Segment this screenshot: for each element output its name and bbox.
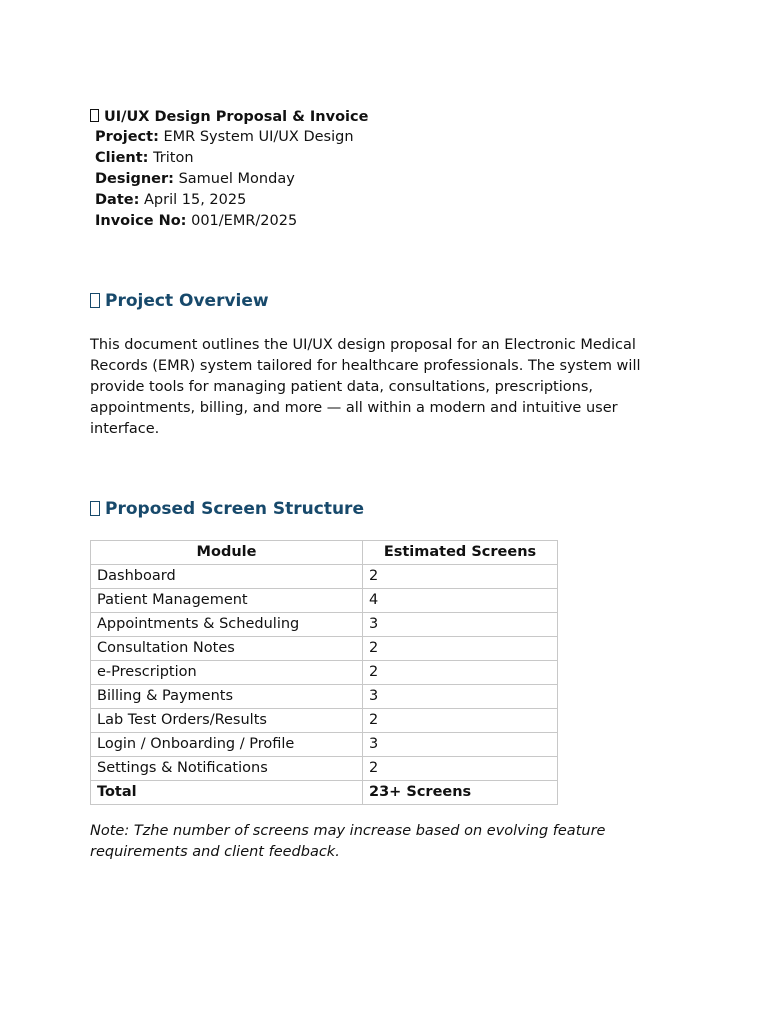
- meta-invoice-value: 001/EMR/2025: [191, 213, 298, 229]
- overview-heading: Project Overview: [105, 291, 269, 311]
- table-row: [91, 589, 558, 613]
- screen-structure-table: [90, 540, 558, 805]
- table-total-row: [91, 781, 558, 805]
- module-cell: Appointments & Scheduling: [91, 613, 363, 637]
- table-row: [91, 709, 558, 733]
- table-row: [91, 661, 558, 685]
- screens-cell: 3: [363, 613, 558, 637]
- meta-invoice: [90, 211, 680, 232]
- meta-project: [90, 127, 680, 148]
- module-cell: Dashboard: [91, 565, 363, 589]
- table-row: [91, 685, 558, 709]
- screens-cell: 2: [363, 661, 558, 685]
- screens-cell: 2: [363, 709, 558, 733]
- meta-date-value: April 15, 2025: [144, 192, 247, 208]
- module-cell: Lab Test Orders/Results: [91, 709, 363, 733]
- meta-client: [90, 148, 680, 169]
- table-row: [91, 637, 558, 661]
- table-row: [91, 733, 558, 757]
- meta-project-value: EMR System UI/UX Design: [163, 129, 354, 145]
- table-header-row: [91, 541, 558, 565]
- screens-note: Note: Tzhe number of screens may increase based on evolving feature requirements and client feedback.: [90, 823, 606, 860]
- module-cell: e-Prescription: [91, 661, 363, 685]
- screens-cell: 3: [363, 733, 558, 757]
- total-label-cell: Total: [91, 781, 363, 805]
- structure-heading-line: [90, 498, 680, 520]
- document-title-line: [90, 107, 680, 127]
- meta-date-label: Date:: [95, 192, 140, 208]
- meta-invoice-label: Invoice No:: [95, 213, 187, 229]
- module-cell: Settings & Notifications: [91, 757, 363, 781]
- meta-designer-label: Designer:: [95, 171, 174, 187]
- missing-glyph-icon: [90, 501, 100, 516]
- screens-cell: 3: [363, 685, 558, 709]
- meta-designer-value: Samuel Monday: [178, 171, 295, 187]
- table-row: [91, 613, 558, 637]
- overview-heading-line: [90, 290, 680, 312]
- table-row: [91, 565, 558, 589]
- meta-client-label: Client:: [95, 150, 149, 166]
- module-cell: Login / Onboarding / Profile: [91, 733, 363, 757]
- column-header-estimated-screens: Estimated Screens: [363, 541, 558, 565]
- meta-designer: [90, 169, 680, 190]
- meta-client-value: Triton: [153, 150, 194, 166]
- document-page: [90, 107, 680, 863]
- missing-glyph-icon: [90, 293, 100, 308]
- screens-cell: 2: [363, 565, 558, 589]
- screens-cell: 2: [363, 757, 558, 781]
- column-header-module: Module: [91, 541, 363, 565]
- document-title: UI/UX Design Proposal & Invoice: [104, 109, 369, 125]
- module-cell: Patient Management: [91, 589, 363, 613]
- screens-cell: 2: [363, 637, 558, 661]
- table-row: [91, 757, 558, 781]
- total-value-cell: 23+ Screens: [363, 781, 558, 805]
- module-cell: Billing & Payments: [91, 685, 363, 709]
- structure-heading: Proposed Screen Structure: [105, 499, 364, 519]
- meta-date: [90, 190, 680, 211]
- screens-cell: 4: [363, 589, 558, 613]
- module-cell: Consultation Notes: [91, 637, 363, 661]
- overview-paragraph: This document outlines the UI/UX design proposal for an Electronic Medical Records (EMR) system tailored for healthcare professionals. The system will provide tools for managing patient data, consultations, prescriptions, appointments, billing, and more — all within a modern and intuitive user interface.: [90, 337, 641, 437]
- meta-project-label: Project:: [95, 129, 159, 145]
- missing-glyph-icon: [90, 109, 99, 122]
